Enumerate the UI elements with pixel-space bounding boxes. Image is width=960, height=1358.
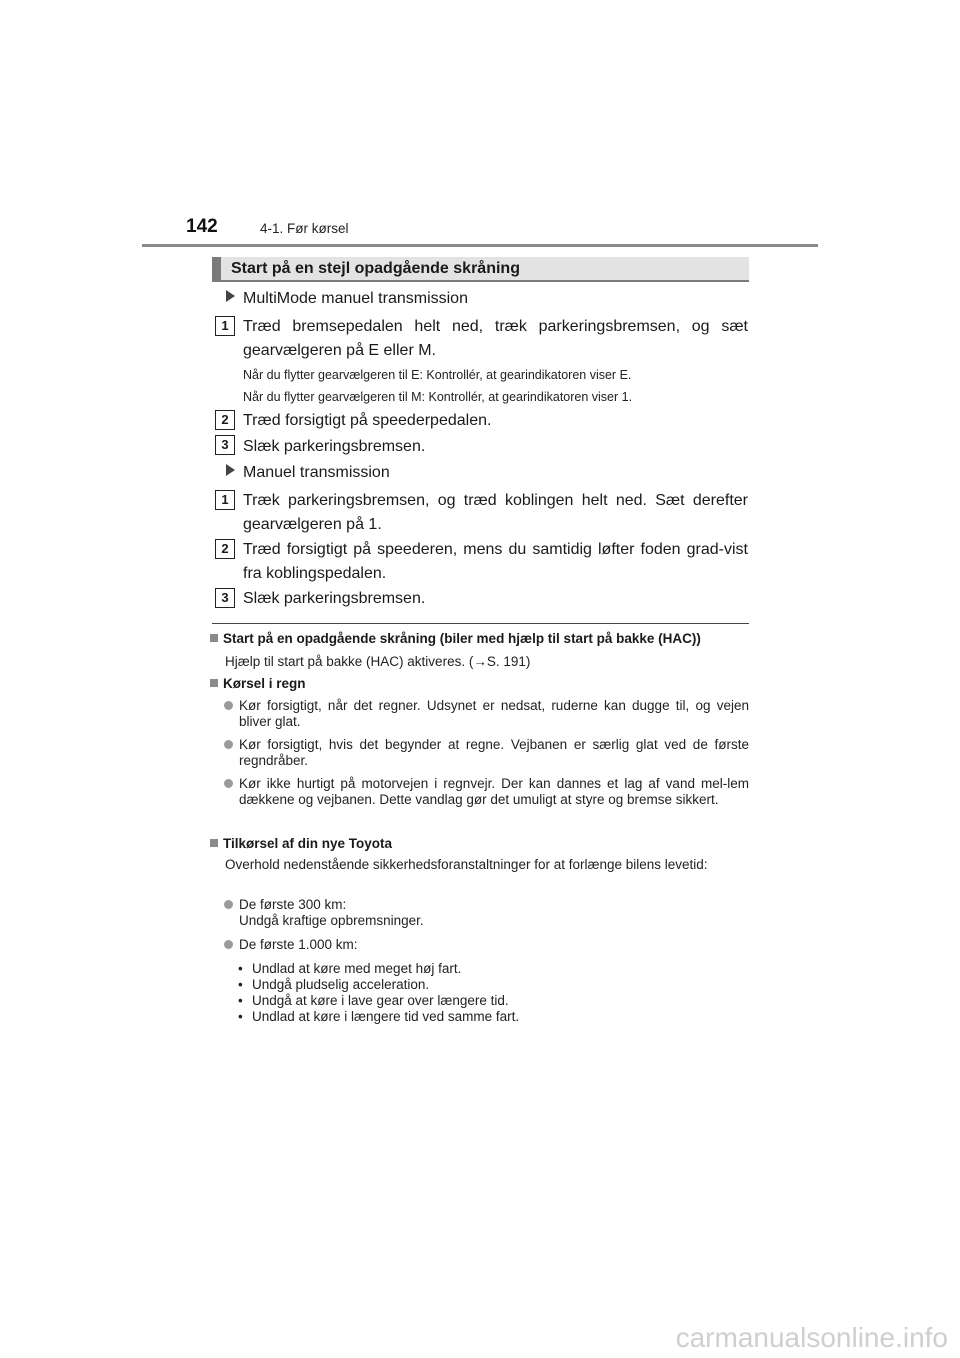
bullet-text: Kør forsigtigt, hvis det begynder at regne. Vejbanen er særlig glat ved de første regndråber. (239, 737, 749, 768)
step-badge-2: 2 (215, 539, 235, 559)
bullet-text: Kør forsigtigt, når det regner. Udsynet er nedsat, ruderne kan dugge til, og vejen bliver glat. (239, 698, 749, 729)
header-rule (142, 244, 818, 247)
list-item: • Undlad at køre med meget høj fart. (238, 961, 462, 976)
step-badge-2: 2 (215, 410, 235, 430)
section-label: 4-1. Før kørsel (260, 221, 349, 236)
step-badge-1: 1 (215, 490, 235, 510)
bullet-icon (224, 701, 233, 710)
info-text: Overhold nedenstående sikkerhedsforanstaltninger for at forlænge bilens levetid: (225, 857, 708, 872)
step-text: Træd forsigtigt på speederen, mens du samtidig løfter foden grad-vist fra koblingspedalen. (243, 541, 748, 582)
info-heading-rain: Kørsel i regn (210, 676, 306, 691)
bullet-icon (224, 740, 233, 749)
square-icon (210, 679, 218, 687)
list-item: • Undlad at køre i længere tid ved samme fart. (238, 1009, 520, 1024)
page-number: 142 (186, 216, 218, 237)
section-title: Start på en stejl opadgående skråning (231, 260, 520, 277)
square-icon (210, 839, 218, 847)
square-icon (210, 634, 218, 642)
triangle-icon (226, 290, 235, 302)
multimode-heading: MultiMode manuel transmission (226, 290, 468, 308)
bullet-icon (224, 900, 233, 909)
bullet-text: De første 1.000 km: (239, 937, 358, 952)
section-title-bar (212, 257, 749, 282)
bullet-icon (224, 940, 233, 949)
step-text: Træk parkeringsbremsen, og træd koblingen helt ned. Sæt derefter gearvælgeren på 1. (243, 492, 748, 533)
step-text: Træd bremsepedalen helt ned, træk parkeringsbremsen, og sæt gearvælgeren på E eller M. (243, 318, 748, 359)
divider (212, 623, 749, 624)
watermark: carmanualsonline.info (675, 1322, 948, 1353)
note: Når du flytter gearvælgeren til M: Kontrollér, at gearindikatoren viser 1. (243, 390, 633, 404)
step-text: Træd forsigtigt på speederpedalen. (243, 412, 492, 429)
step-badge-3: 3 (215, 435, 235, 455)
step-text: Slæk parkeringsbremsen. (243, 438, 426, 455)
manual-heading: Manuel transmission (226, 464, 390, 482)
info-text: Hjælp til start på bakke (HAC) aktiveres. (→S. 191) (225, 654, 531, 669)
step-badge-3: 3 (215, 588, 235, 608)
bullet-text: De første 300 km: Undgå kraftige opbremsninger. (239, 897, 424, 928)
sub-list (238, 961, 519, 1025)
info-heading-break-in: Tilkørsel af din nye Toyota (210, 836, 392, 851)
bullet-text: Kør ikke hurtigt på motorvejen i regnvejr. Der kan dannes et lag af vand mel-lem dækkene og vejbanen. Dette vandlag gør det umuligt at styre og bremse sikkert. (239, 776, 749, 807)
step-text: Slæk parkeringsbremsen. (243, 590, 426, 607)
note: Når du flytter gearvælgeren til E: Kontrollér, at gearindikatoren viser E. (243, 368, 632, 382)
step-badge-1: 1 (215, 316, 235, 336)
bullet-icon (224, 779, 233, 788)
list-item: • Undgå pludselig acceleration. (238, 977, 430, 992)
list-item: • Undgå at køre i lave gear over længere tid. (238, 993, 509, 1008)
triangle-icon (226, 464, 235, 476)
info-heading-hac: Start på en opadgående skråning (biler med hjælp til start på bakke (HAC)) (210, 631, 701, 646)
